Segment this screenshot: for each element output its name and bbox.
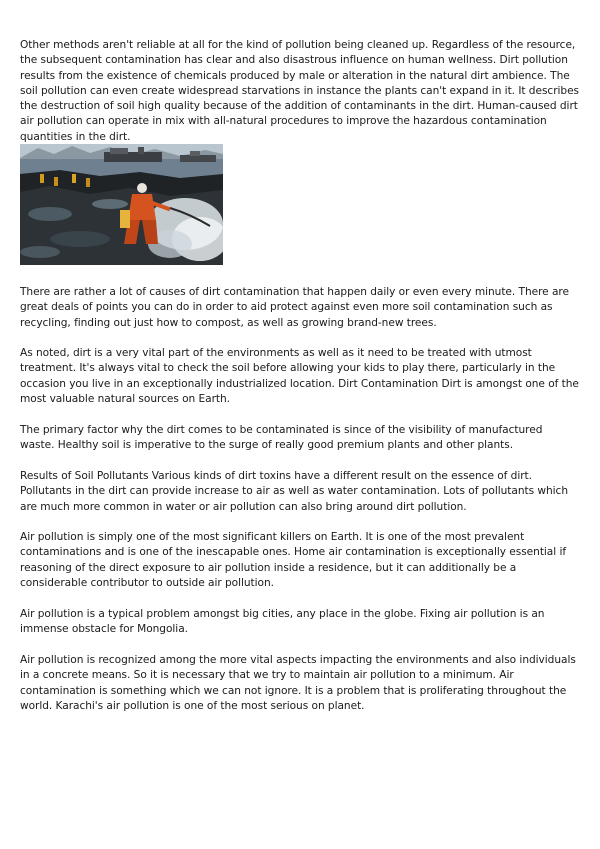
paragraph-6: Air pollution is simply one of the most significant killers on Earth. It is one of the most prevalent contaminations and is one of the inescapable ones. Home air contamination is exceptionally essential if reasoning of the direct exposure to air pollution inside a residence, but it can additionally be a considerable contributor to outside air pollution.	[20, 531, 567, 589]
paragraph-3: As noted, dirt is a very vital part of the environments as well as it need to be treated with utmost treatment. It's always vital to check the soil before allowing your kids to play there, particularly in the occasion you live in an exceptionally industrialized location. Dirt Contamination Dirt is amongst one of the most valuable natural sources on Earth.	[20, 347, 579, 405]
paragraph-7: Air pollution is a typical problem amongst big cities, any place in the globe. Fixing air pollution is an immense obstacle for Mongolia.	[20, 608, 545, 636]
paragraph-2: There are rather a lot of causes of dirt contamination that happen daily or even every minute. There are great deals of points you can do in order to aid protect against even more soil contamination such as recycling, finding out just how to compost, as well as growing brand-new trees.	[20, 286, 569, 329]
paragraph-8: Air pollution is recognized among the more vital aspects impacting the environments and also individuals in a concrete means. So it is necessary that we try to maintain air pollution to a minimum. Air contamination is something which we can not ignore. It is a problem that is proliferating throughout the world. Karachi's air pollution is one of the most serious on planet.	[20, 654, 576, 712]
paragraph-4: The primary factor why the dirt comes to be contaminated is since of the visibility of manufactured waste. Healthy soil is imperative to the surge of really good premium plants and other plants.	[20, 424, 543, 452]
oil-spill-cleanup-photo	[20, 144, 223, 265]
paragraph-5: Results of Soil Pollutants Various kinds of dirt toxins have a different result on the essence of dirt. Pollutants in the dirt can provide increase to air as well as water contamination. Lots of pollutants which are much more common in water or air pollution can also bring around dirt pollution.	[20, 470, 568, 513]
paragraph-1: Other methods aren't reliable at all for the kind of pollution being cleaned up. Regardless of the resource, the subsequent contamination has clear and also disastrous influence on human wellness. Dirt pollution results from the existence of chemicals produced by male or alteration in the natural dirt ambience. The soil pollution can even create widespread starvations in instance the plants can't expand in it. It describes the destruction of soil high quality because of the addition of contaminants in the dirt. Human-caused dirt air pollution can operate in mix with all-natural procedures to improve the hazardous contamination quantities in the dirt.	[20, 39, 580, 143]
